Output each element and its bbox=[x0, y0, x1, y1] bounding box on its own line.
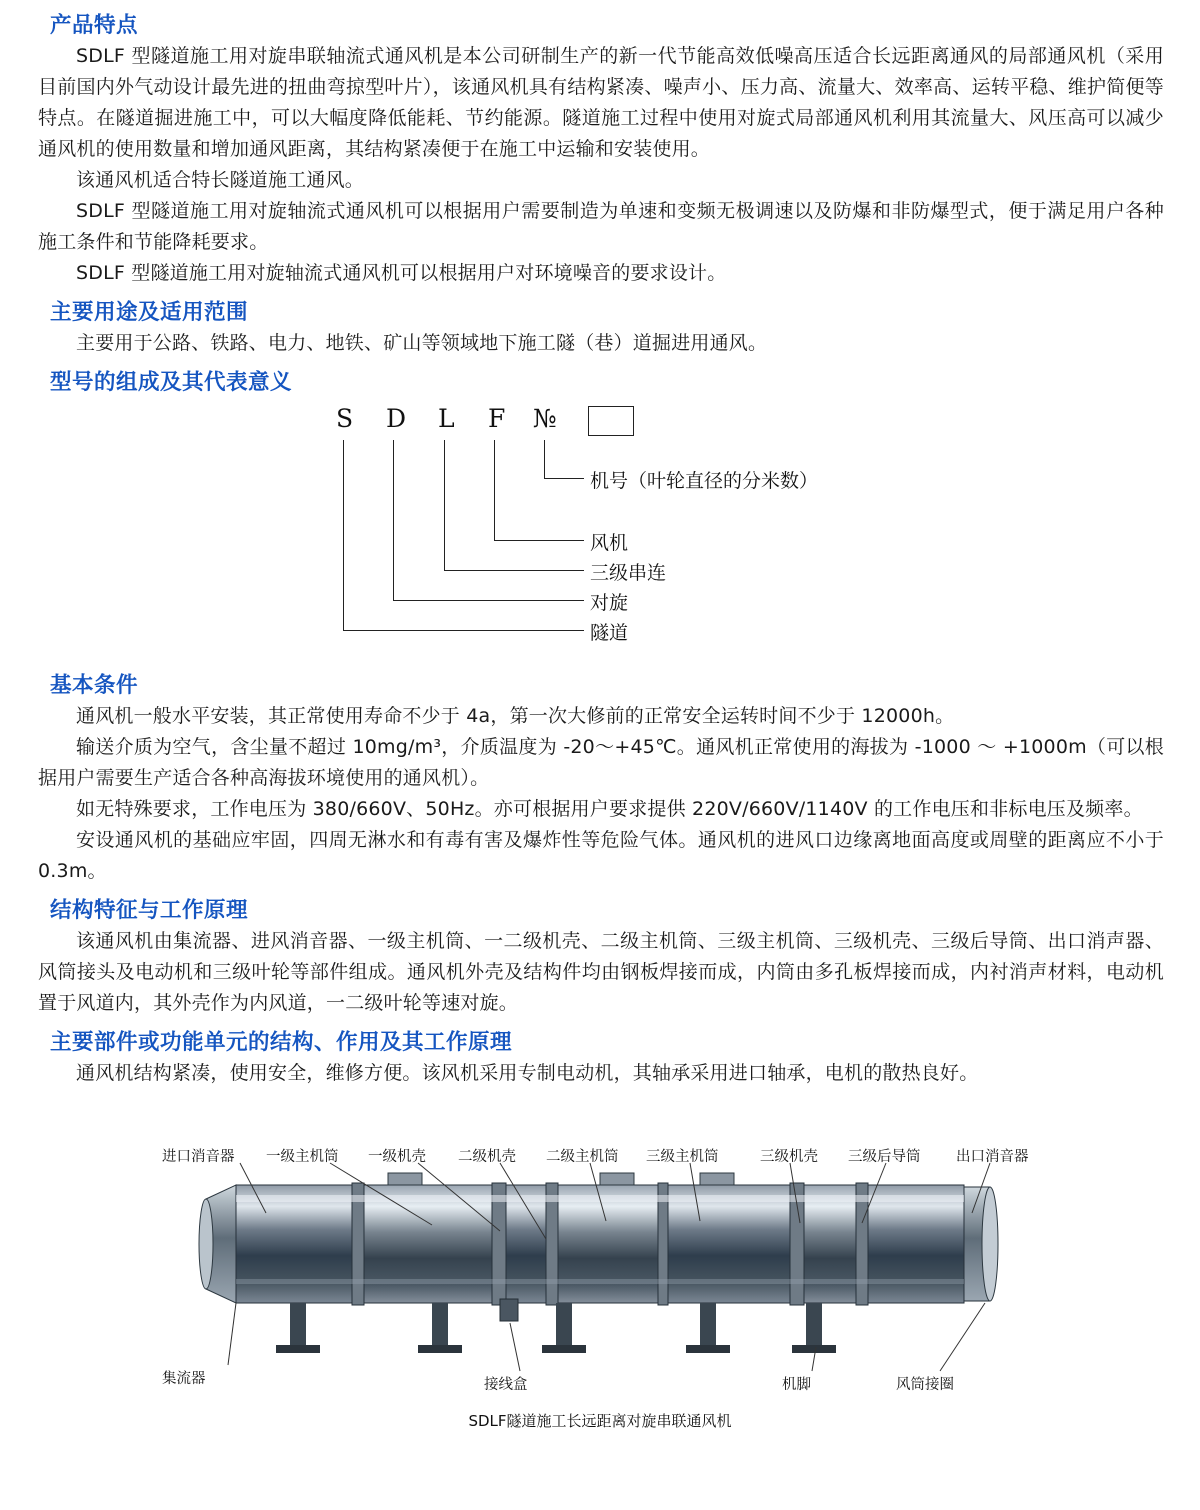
leader-arm-s bbox=[343, 630, 584, 631]
figure-caption: SDLF隧道施工长远距离对旋串联通风机 bbox=[468, 1412, 732, 1430]
section-heading-features: 产品特点 bbox=[50, 13, 139, 38]
section-model bbox=[38, 365, 1164, 664]
section-heading-structure: 结构特征与工作原理 bbox=[50, 898, 249, 923]
fig-label-inlet-silencer: 进口消音器 bbox=[162, 1149, 235, 1165]
paragraph: 如无特殊要求，工作电压为 380/660V、50Hz。亦可根据用户要求提供 220V/660V/1140V 的工作电压和非标电压及频率。 bbox=[76, 798, 1143, 820]
model-label-fan: 风机 bbox=[590, 532, 629, 554]
section-structure bbox=[38, 893, 1164, 1019]
paragraph: SDLF 型隧道施工用对旋轴流式通风机可以根据用户需要制造为单速和变频无极调速以及防爆和非防爆型式，便于满足用户各种施工条件和节能降耗要求。 bbox=[38, 200, 1164, 253]
section-heading-usage: 主要用途及适用范围 bbox=[50, 300, 249, 325]
paragraph: 主要用于公路、铁路、电力、地铁、矿山等领域地下施工隧（巷）道掘进用通风。 bbox=[76, 332, 768, 354]
fig-label-stage2-casing: 二级机壳 bbox=[458, 1149, 516, 1165]
fig-label-stage3-rear-duct: 三级后导筒 bbox=[848, 1149, 921, 1165]
leader-arm-no bbox=[544, 478, 584, 479]
fig-label-junction-box: 接线盒 bbox=[484, 1377, 528, 1393]
section-heading-model: 型号的组成及其代表意义 bbox=[50, 370, 293, 395]
section-features bbox=[38, 8, 1164, 289]
section-conditions bbox=[38, 668, 1164, 887]
paragraph: SDLF 型隧道施工用对旋轴流式通风机可以根据用户对环境噪音的要求设计。 bbox=[76, 262, 727, 284]
leader-arm-l bbox=[444, 570, 584, 571]
leader-line-no bbox=[544, 440, 545, 478]
leader-line-s bbox=[343, 440, 344, 630]
leader-arm-f bbox=[494, 540, 584, 541]
leader-line-d bbox=[393, 440, 394, 600]
paragraph: SDLF 型隧道施工用对旋串联轴流式通风机是本公司研制生产的新一代节能高效低噪高压适合长远距离通风的局部通风机（采用目前国内外气动设计最先进的扭曲弯掠型叶片），该通风机具有结构紧凑、噪声小、压力高、流量大、效率高、运转平稳、维护简便等特点。在隧道掘进施工中，可以大幅度降低能耗、节约能源。隧道施工过程中使用对旋式局部通风机利用其流量大、风压高可以减少通风机的使用数量和增加通风距离，其结构紧凑便于在施工中运输和安装使用。 bbox=[38, 45, 1164, 160]
paragraph: 输送介质为空气，含尘量不超过 10mg/m³，介质温度为 -20～+45℃。通风机正常使用的海拔为 -1000 ～ +1000m（可以根据用户需要生产适合各种高海拔环境使用的通风机）。 bbox=[38, 736, 1164, 789]
section-components bbox=[38, 1025, 1164, 1089]
fig-label-outlet-silencer: 出口消音器 bbox=[956, 1149, 1029, 1165]
fig-label-stage2-barrel: 二级主机筒 bbox=[546, 1149, 619, 1165]
product-figure bbox=[0, 1103, 1200, 1433]
fig-label-stage3-barrel: 三级主机筒 bbox=[646, 1149, 719, 1165]
paragraph: 安设通风机的基础应牢固，四周无淋水和有毒有害及爆炸性等危险气体。通风机的进风口边缘离地面高度或周壁的距离应不小于 0.3m。 bbox=[38, 829, 1164, 882]
leader-arm-d bbox=[393, 600, 584, 601]
fig-label-stage1-barrel: 一级主机筒 bbox=[266, 1149, 339, 1165]
model-label-tunnel: 隧道 bbox=[590, 622, 629, 644]
model-letters bbox=[38, 404, 1164, 438]
model-label-number: 机号（叶轮直径的分米数） bbox=[590, 470, 819, 492]
model-letter-no: № bbox=[533, 404, 557, 433]
model-letter-s: S bbox=[336, 404, 354, 433]
fig-label-stage3-casing: 三级机壳 bbox=[760, 1149, 818, 1165]
model-code-diagram bbox=[38, 404, 1164, 664]
model-label-series: 三级串连 bbox=[590, 562, 667, 584]
fig-label-machine-foot: 机脚 bbox=[782, 1377, 811, 1393]
model-number-box bbox=[588, 406, 634, 436]
leader-line-l bbox=[444, 440, 445, 570]
paragraph: 该通风机适合特长隧道施工通风。 bbox=[76, 169, 365, 191]
fig-label-stage1-casing: 一级机壳 bbox=[368, 1149, 426, 1165]
fig-label-duct-ring: 风筒接圈 bbox=[896, 1377, 954, 1393]
model-letter-f: F bbox=[488, 404, 506, 433]
paragraph: 通风机一般水平安装，其正常使用寿命不少于 4a，第一次大修前的正常安全运转时间不少于 12000h。 bbox=[76, 705, 955, 727]
section-usage bbox=[38, 295, 1164, 359]
model-letter-d: D bbox=[386, 404, 407, 433]
paragraph: 通风机结构紧凑，使用安全，维修方便。该风机采用专制电动机，其轴承采用进口轴承，电机的散热良好。 bbox=[76, 1062, 979, 1084]
section-heading-conditions: 基本条件 bbox=[50, 673, 139, 698]
paragraph: 该通风机由集流器、进风消音器、一级主机筒、一二级机壳、二级主机筒、三级主机筒、三级机壳、三级后导筒、出口消声器、风筒接头及电动机和三级叶轮等部件组成。通风机外壳及结构件均由钢板焊接而成，内筒由多孔板焊接而成，内衬消声材料，电动机置于风道内，其外壳作为内风道，一二级叶轮等速对旋。 bbox=[38, 930, 1164, 1014]
model-label-counter-rotating: 对旋 bbox=[590, 592, 629, 614]
model-letter-l: L bbox=[438, 404, 455, 433]
leader-line-f bbox=[494, 440, 495, 540]
section-heading-components: 主要部件或功能单元的结构、作用及其工作原理 bbox=[50, 1030, 513, 1055]
fig-label-collector: 集流器 bbox=[162, 1371, 206, 1387]
